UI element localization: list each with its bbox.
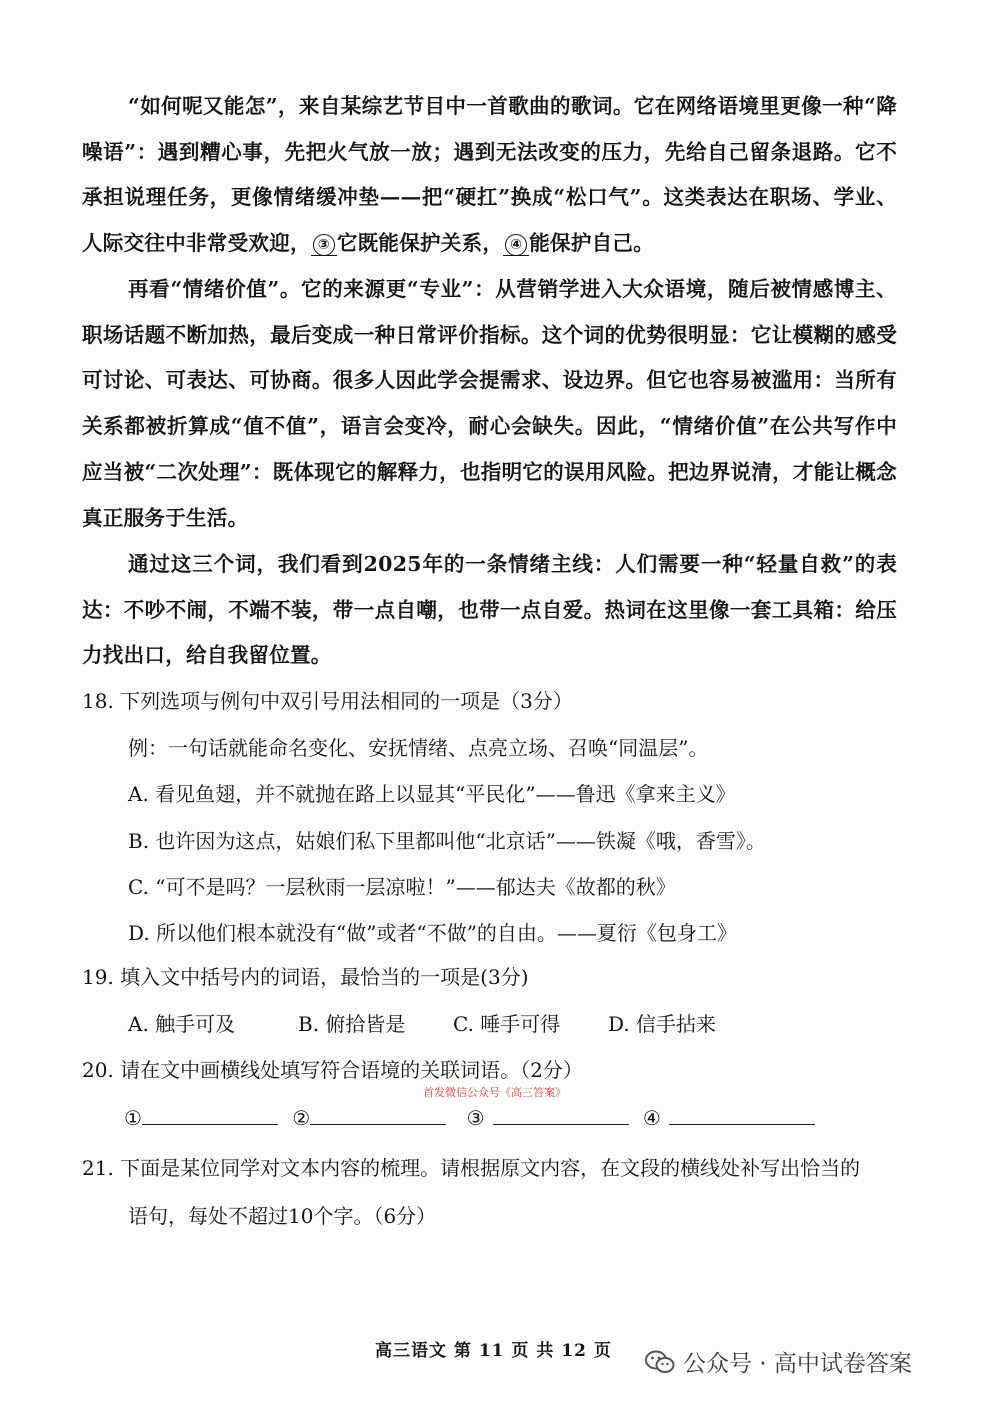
question-20-blanks [124,1102,815,1133]
circled-4: ④ [505,234,527,256]
question-19-option-c: C. 唾手可得 [453,1012,561,1036]
question-18-option-a: A. 看见鱼翅，并不就抛在路上以显其“平民化”——鲁迅《拿来主义》 [128,782,736,806]
blank-label-3: ③ [466,1106,485,1130]
brand-text: 公众号 · 高中试卷答案 [683,1351,912,1377]
answer-blank-2[interactable] [310,1102,446,1125]
question-21-line-1: 21. 下面是某位同学对文本内容的梳理。请根据原文内容，在文段的横线处补写出恰当的 [82,1156,861,1180]
passage-paragraph-1: “如何呢又能怎”，来自某综艺节目中一首歌曲的歌词。它在网络语境里更像一种“降噪语”：遇到糟心事，先把火气放一放；遇到无法改变的压力，先给自己留条退路。它不承担说理任务，更像情绪缓冲垫——把“硬扛”换成“松口气”。这类表达在职场、学业、人际交往中非常受欢迎， ③ 它既能保护关系， ④ 能保护自己。 [82,94,897,256]
circled-3: ③ [313,234,335,256]
passage-paragraph-2: 再看“情绪价值”。它的来源更“专业”：从营销学进入大众语境，随后被情感博主、职场话题不断加热，最后变成一种日常评价指标。这个词的优势很明显：它让模糊的感受可讨论、可表达、可协商。很多人因此学会提需求、设边界。但它也容易被滥用：当所有关系都被折算成“值不值”，语言会变冷，耐心会缺失。因此，“情绪价值”在公共写作中应当被“二次处理”：既体现它的解释力，也指明它的误用风险。把边界说清，才能让概念真正服务于生活。 [82,277,897,530]
watermark-text: 首发微信公众号《高三答案》 [423,1086,566,1099]
blank-3 [311,231,337,256]
question-20-stem: 20. 请在文中画横线处填写符合语境的关联词语。（2分） [82,1058,583,1082]
answer-blank-3[interactable] [493,1102,629,1125]
blank-4 [503,231,529,256]
question-19-option-a: A. 触手可及 [128,1012,236,1036]
blank-label-1: ① [124,1106,142,1130]
question-19-option-b: B. 俯拾皆是 [298,1012,406,1036]
passage-paragraph-3: 通过这三个词，我们看到2025年的一条情绪主线：人们需要一种“轻量自救”的表达：不吵不闹，不端不装，带一点自嘲，也带一点自爱。热词在这里像一套工具箱：给压力找出口，给自我留位置。 [82,552,897,668]
brand-watermark [645,1345,912,1378]
question-18-stem: 18. 下列选项与例句中双引号用法相同的一项是（3分） [82,689,573,713]
answer-blank-1[interactable] [142,1102,278,1125]
wechat-icon [645,1349,675,1375]
question-19-stem: 19. 填入文中括号内的词语，最恰当的一项是(3分) [82,965,529,989]
question-18-option-d: D. 所以他们根本就没有“做”或者“不做”的自由。——夏衍《包身工》 [128,921,737,945]
page-footer: 高三语文 第 11 页 共 12 页 [375,1341,612,1361]
question-18-option-c: C. “可不是吗？一层秋雨一层凉啦！”——郁达夫《故都的秋》 [128,875,676,899]
question-18-example: 例：一句话就能命名变化、安抚情绪、点亮立场、召唤“同温层”。 [128,736,709,760]
question-19-option-d: D. 信手拈来 [608,1012,717,1036]
blank-label-4: ④ [642,1106,661,1130]
question-19-options [128,1009,716,1039]
question-18-option-b: B. 也许因为这点，姑娘们私下里都叫他“北京话”——铁凝《哦，香雪》。 [128,829,766,853]
answer-blank-4[interactable] [669,1102,815,1125]
question-21-line-2: 语句，每处不超过10个字。（6分） [128,1204,437,1228]
blank-label-2: ② [292,1106,311,1130]
